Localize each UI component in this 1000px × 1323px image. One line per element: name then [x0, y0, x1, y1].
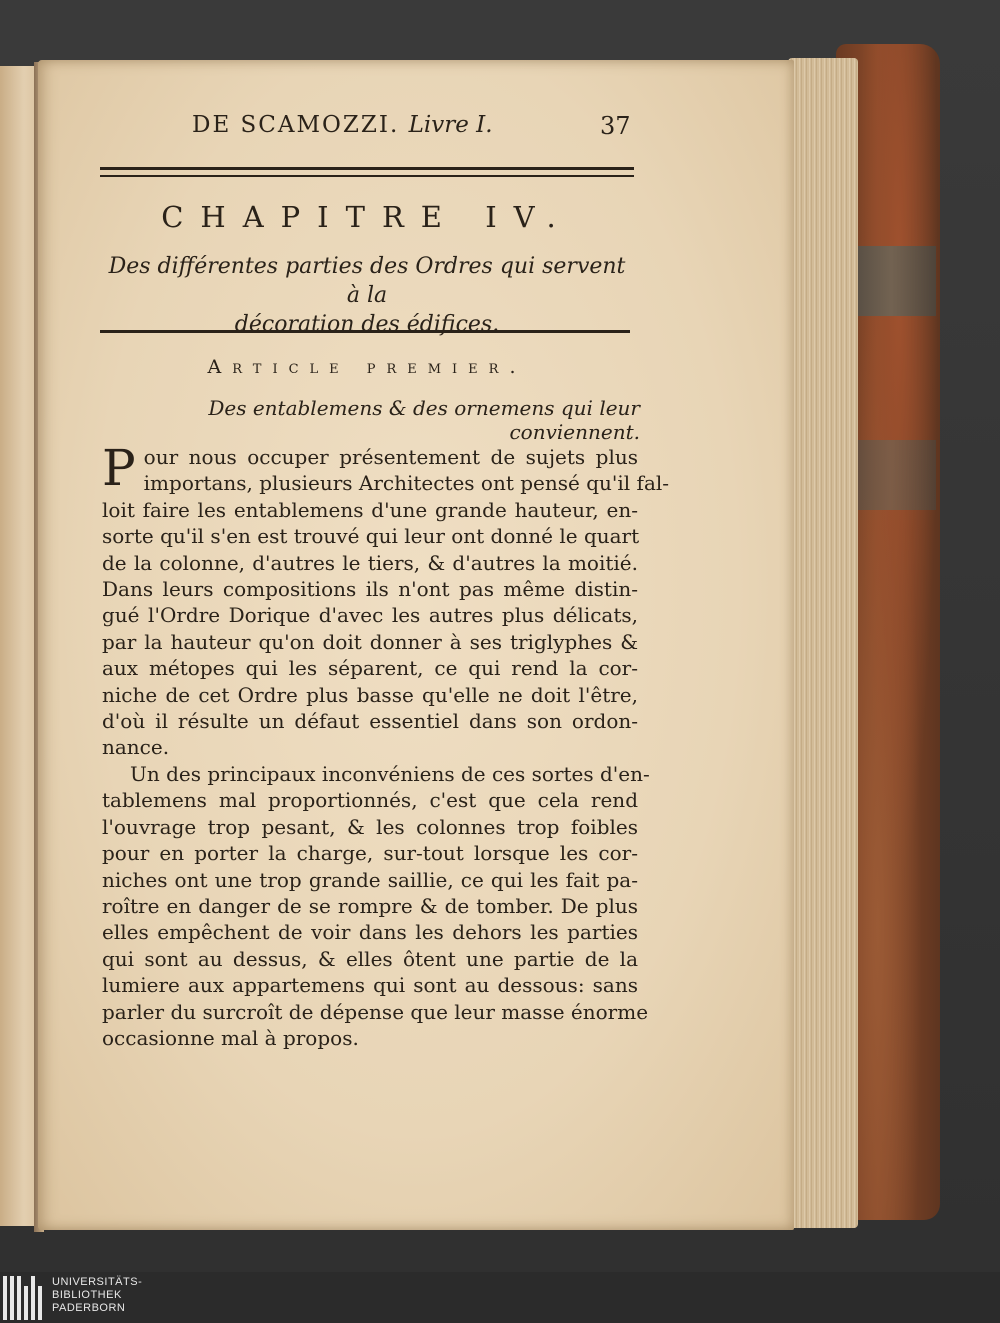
text-line: niche de cet Ordre plus basse qu'elle ne doit l'être,	[102, 682, 638, 707]
chapter-subtitle-line: décoration des édifices.	[234, 312, 500, 337]
text-line: sorte qu'il s'en est trouvé qui leur ont donné le quart	[102, 524, 640, 549]
text-line: importans, plusieurs Architectes ont pensé qu'il fal-	[143, 471, 670, 496]
text-line: parler du surcroît de dépense que leur masse énorme	[102, 999, 649, 1024]
drop-cap: P	[102, 439, 136, 497]
logo-line: UNIVERSITÄTS-	[52, 1276, 143, 1288]
text-line: pour en porter la charge, sur-tout lorsque les cor-	[102, 841, 638, 866]
article-title: Article premier.	[207, 356, 527, 378]
section-rule	[100, 330, 630, 333]
double-rule	[100, 167, 634, 177]
text-line: d'où il résulte un défaut essentiel dans son ordon-	[102, 709, 638, 734]
logo-line: BIBLIOTHEK	[52, 1289, 122, 1301]
page-block-edges	[788, 58, 858, 1228]
library-logo-icon	[3, 1276, 43, 1320]
text-line: qui sont au dessus, & elles ôtent une partie de la	[102, 946, 638, 971]
text-line: l'ouvrage trop pesant, & les colonnes trop foibles	[102, 814, 638, 839]
running-title: DE SCAMOZZI.	[192, 112, 400, 138]
chapter-subtitle-line: Des différentes parties des Ordres qui servent à la	[108, 254, 626, 308]
text-line: par la hauteur qu'on doit donner à ses triglyphes &	[102, 629, 638, 654]
text-line: loit faire les entablemens d'une grande hauteur, en-	[102, 497, 638, 522]
text-line: our nous occuper présentement de sujets plus	[143, 445, 638, 469]
text-line: niches ont une trop grande saillie, ce qui les fait pa-	[102, 867, 638, 892]
chapter-title: CHAPITRE IV.	[161, 200, 573, 234]
running-title-italic: Livre I.	[408, 112, 493, 138]
text-line: Dans leurs compositions ils n'ont pas même distin-	[102, 577, 638, 602]
cover-band	[846, 246, 936, 316]
footer-bar	[0, 1272, 1000, 1323]
text-line: tablemens mal proportionnés, c'est que cela rend	[102, 788, 638, 813]
library-logo-text	[52, 1276, 142, 1315]
logo-line: PADERBORN	[52, 1302, 126, 1314]
page-number: 37	[600, 112, 631, 140]
text-line: aux métopes qui les séparent, ce qui rend la cor-	[102, 656, 638, 681]
text-line: nance.	[102, 735, 170, 760]
text-line: lumiere aux appartemens qui sont au dessous: sans	[102, 973, 638, 998]
body-text	[102, 439, 670, 1051]
text-line: Un des principaux inconvéniens de ces sortes d'en-	[130, 761, 650, 786]
text-line: occasionne mal à propos.	[102, 1025, 359, 1050]
text-line: elles empêchent de voir dans les dehors les parties	[102, 920, 638, 945]
article-subtitle: Des entablemens & des ornemens qui leur conviennent.	[208, 396, 640, 444]
text-line: gué l'Ordre Dorique d'avec les autres plus délicats,	[102, 603, 638, 628]
text-line: de la colonne, d'autres le tiers, & d'autres la moitié.	[102, 550, 638, 575]
chapter-subtitle	[100, 252, 634, 339]
running-head	[192, 112, 592, 138]
cover-band	[846, 440, 936, 510]
text-line: roître en danger de se rompre & de tomber. De plus	[102, 893, 638, 918]
